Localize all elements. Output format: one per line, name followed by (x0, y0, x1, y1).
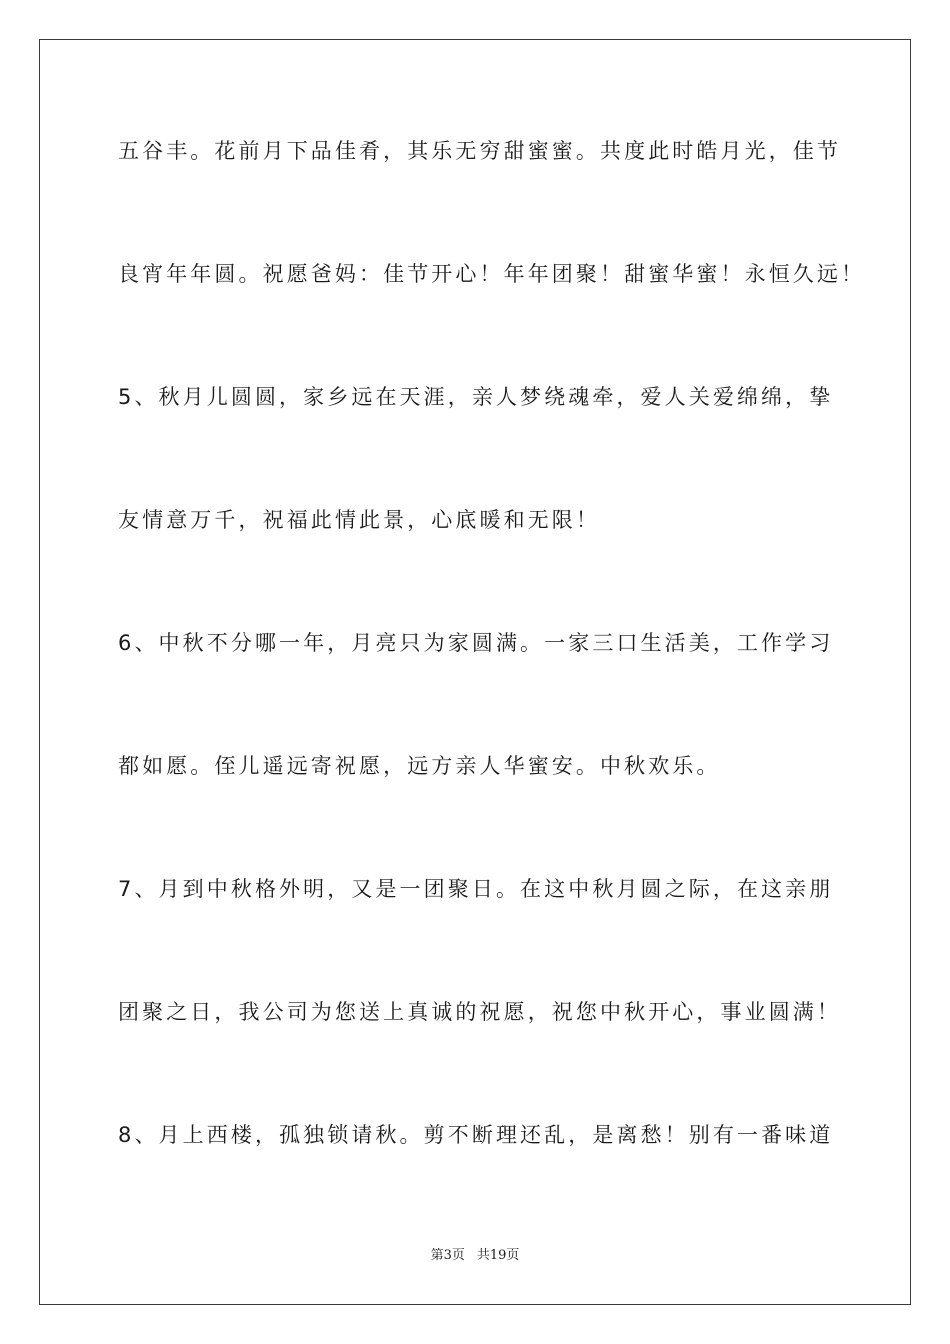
page-footer (0, 1249, 950, 1262)
text-line: 6、中秋不分哪一年，月亮只为家圆满。一家三口生活美，工作学习 (118, 631, 834, 655)
text-line: 都如愿。侄儿遥远寄祝愿，远方亲人华蜜安。中秋欢乐。 (118, 754, 721, 778)
page-number: 第3页 (430, 1248, 465, 1263)
text-line: 8、月上西楼，孤独锁请秋。剪不断理还乱，是离愁！别有一番味道 (118, 1123, 834, 1147)
page-total: 共19页 (476, 1248, 520, 1263)
text-line: 友情意万千，祝福此情此景，心底暖和无限！ (118, 508, 600, 532)
text-line: 五谷丰。花前月下品佳肴，其乐无穷甜蜜蜜。共度此时皓月光，佳节 (118, 139, 841, 163)
page-frame (39, 39, 911, 1305)
text-line: 7、月到中秋格外明，又是一团聚日。在这中秋月圆之际，在这亲朋 (118, 877, 834, 901)
text-line: 5、秋月儿圆圆，家乡远在天涯，亲人梦绕魂牵，爱人关爱绵绵，挚 (118, 385, 834, 409)
text-line: 团聚之日，我公司为您送上真诚的祝愿，祝您中秋开心，事业圆满！ (118, 1000, 841, 1024)
text-line: 良宵年年圆。祝愿爸妈：佳节开心！年年团聚！甜蜜华蜜！永恒久远！ (118, 262, 866, 286)
